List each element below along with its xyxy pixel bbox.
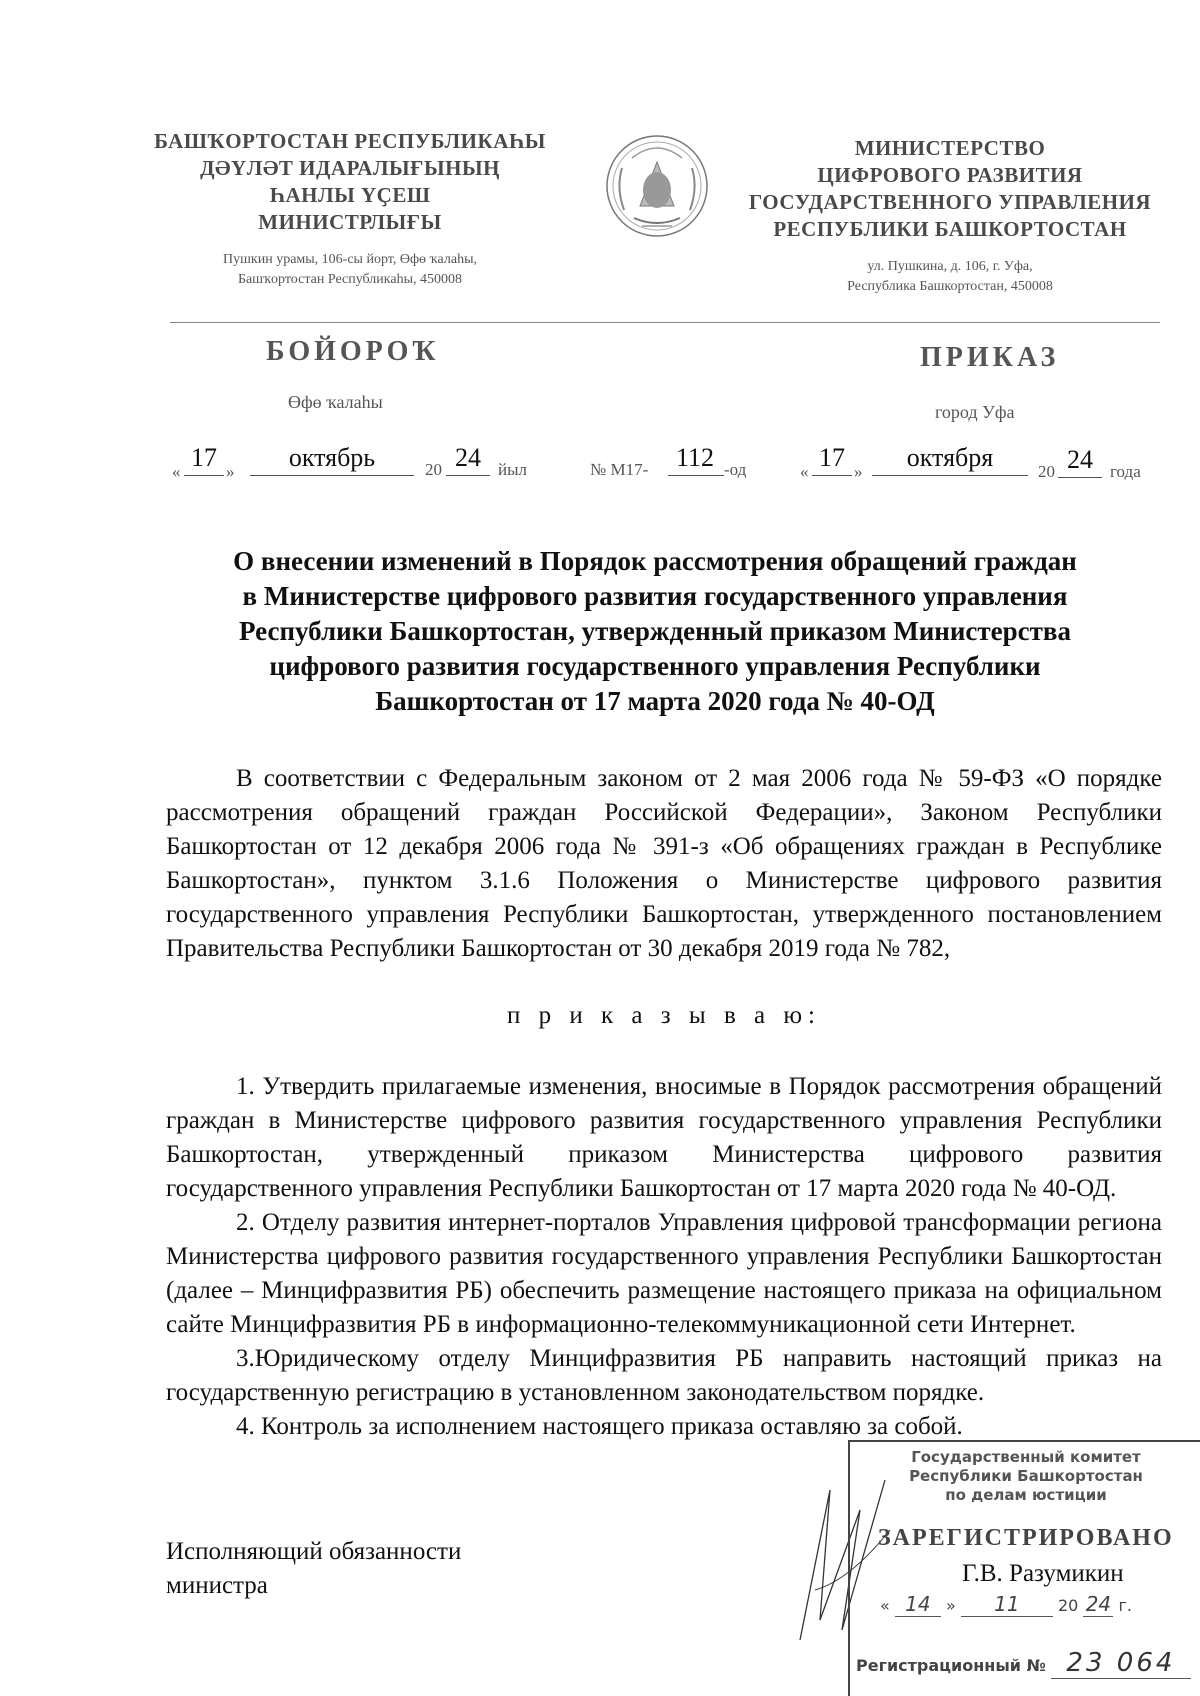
date-right-day: 17 — [819, 443, 845, 472]
stamp-date-suffix: г. — [1118, 1596, 1133, 1615]
stamp-date-open-quote: « — [880, 1596, 890, 1615]
order-item: 4. Контроль за исполнением настоящего приказа оставляю за собой. — [236, 1413, 963, 1440]
subject-line: в Министерстве цифрового развития государственного управления — [242, 581, 1068, 611]
order-subject — [170, 544, 1140, 719]
doc-number-value: 112 — [675, 443, 715, 472]
doc-number-suffix: -од — [724, 460, 747, 479]
signature-position — [166, 1535, 461, 1603]
date-right-year-line — [1058, 476, 1102, 478]
doc-type-russian: ПРИКАЗ — [920, 342, 1060, 373]
header-divider — [170, 322, 1160, 323]
date-left-open-quote: « — [172, 462, 181, 481]
stamp-date-month: 11 — [961, 1592, 1053, 1617]
header-left — [140, 128, 560, 290]
date-right-month: октября — [906, 443, 994, 472]
header-left-address: Пушкин урамы, 106-сы йорт, Өфө ҡалаһы, — [223, 252, 477, 267]
date-left-day: 17 — [191, 443, 217, 472]
header-right-line: РЕСПУБЛИКИ БАШКОРТОСТАН — [773, 217, 1127, 241]
stamp-reg-number: 23 064 — [1051, 1648, 1191, 1679]
preamble — [166, 762, 1162, 966]
order-item: 2. Отделу развития интернет-порталов Управления цифровой трансформации региона Министерства цифрового развития государственного управления Республики Башкортостан (далее – Минцифразвития РБ) обеспечить размещение настоящего приказа на официальном сайте Минцифразвития РБ в информационно-телекоммуникационной сети Интернет. — [166, 1209, 1162, 1338]
doc-number-prefix: № М17- — [590, 460, 649, 479]
date-right-suffix: года — [1110, 462, 1141, 481]
stamp-reg-row — [856, 1648, 1196, 1679]
order-item: 3.Юридическому отделу Минцифразвития РБ направить настоящий приказ на государственную регистрацию в установленном законодательством порядке. — [166, 1345, 1162, 1406]
date-left-year: 24 — [455, 443, 481, 472]
date-left-suffix: йыл — [498, 460, 528, 479]
header-left-line: ҺАНЛЫ ҮҪЕШ — [269, 183, 431, 207]
doc-type-bashkir: БОЙОРОҠ — [266, 336, 440, 367]
header-right-line: ЦИФРОВОГО РАЗВИТИЯ — [817, 163, 1083, 187]
subject-line: Башкортостан от 17 марта 2020 года № 40-ОД — [375, 686, 935, 716]
header-right-line: ГОСУДАРСТВЕННОГО УПРАВЛЕНИЯ — [748, 190, 1152, 214]
header-right-address: Республика Башкортостан, 450008 — [847, 279, 1053, 294]
subject-line: Республики Башкортостан, утвержденный приказом Министерства — [239, 616, 1071, 646]
subject-line: цифрового развития государственного управления Республики — [269, 651, 1041, 681]
header-right — [735, 135, 1165, 297]
preamble-paragraph: В соответствии с Федеральным законом от 2 мая 2006 года № 59-ФЗ «О порядке рассмотрения обращений граждан Российской Федерации», Законом Республики Башкортостан от 12 декабря 2006 года № 391-з «Об обращениях граждан в Республике Башкортостан», пунктом 3.1.6 Положения о Министерстве цифрового развития государственного управления Республики Башкортостан, утвержденного постановлением Правительства Республики Башкортостан от 30 декабря 2019 года № 782, — [166, 765, 1162, 962]
date-right-open-quote: « — [800, 462, 809, 481]
header-left-line: БАШҠОРТОСТАН РЕСПУБЛИКАҺЫ — [154, 129, 546, 153]
date-right-year-prefix: 20 — [1038, 462, 1055, 481]
header-right-line: МИНИСТЕРСТВО — [854, 136, 1046, 160]
header-right-address: ул. Пушкина, д. 106, г. Уфа, — [867, 259, 1033, 274]
stamp-date-year: 24 — [1083, 1592, 1113, 1617]
signatory-name: Г.В. Разумикин — [962, 1560, 1124, 1587]
date-left-day-line — [184, 474, 224, 476]
stamp-reg-label: Регистрационный № — [856, 1656, 1046, 1675]
doc-number-line — [668, 474, 724, 476]
order-items — [166, 1070, 1162, 1444]
date-right-close-quote: » — [854, 462, 863, 481]
date-left-close-quote: » — [226, 462, 235, 481]
date-right-month-line — [872, 474, 1028, 476]
position-line: министра — [166, 1572, 268, 1599]
header-left-line: МИНИСТРЛЫҒЫ — [258, 210, 442, 234]
coat-of-arms-icon — [602, 128, 712, 246]
stamp-date-close-quote: » — [945, 1596, 956, 1615]
city-russian: город Уфа — [935, 402, 1015, 422]
date-left-month: октябрь — [288, 443, 376, 472]
stamp-line: по делам юстиции — [945, 1486, 1107, 1504]
order-item: 1. Утвердить прилагаемые изменения, вносимые в Порядок рассмотрения обращений граждан в Министерстве цифрового развития государственного управления Республики Башкортостан, утвержденный приказом Министерства цифрового развития государственного управления Республики Башкортостан от 17 марта 2020 года № 40-ОД. — [166, 1073, 1162, 1202]
stamp-line: Государственный комитет — [911, 1448, 1141, 1466]
stamp-date — [880, 1592, 1180, 1617]
date-left-year-prefix: 20 — [425, 460, 442, 479]
order-word: п р и к а з ы в а ю: — [507, 1002, 821, 1029]
stamp-date-year-prefix: 20 — [1057, 1596, 1079, 1615]
header-left-address: Башҡортостан Республикаһы, 450008 — [237, 272, 462, 287]
date-right-year: 24 — [1067, 445, 1093, 474]
position-line: Исполняющий обязанности — [166, 1538, 462, 1565]
stamp-date-day: 14 — [895, 1592, 941, 1617]
date-left-year-line — [446, 474, 490, 476]
subject-line: О внесении изменений в Порядок рассмотрения обращений граждан — [233, 546, 1077, 576]
city-bashkir: Өфө ҡалаһы — [288, 392, 383, 412]
date-left-month-line — [250, 474, 414, 476]
header-left-line: ДӘҮЛӘТ ИДАРАЛЫҒЫНЫҢ — [200, 156, 500, 180]
date-right-day-line — [812, 474, 852, 476]
stamp-line: Республики Башкортостан — [909, 1467, 1143, 1485]
stamp-registered: ЗАРЕГИСТРИРОВАНО — [878, 1525, 1174, 1551]
